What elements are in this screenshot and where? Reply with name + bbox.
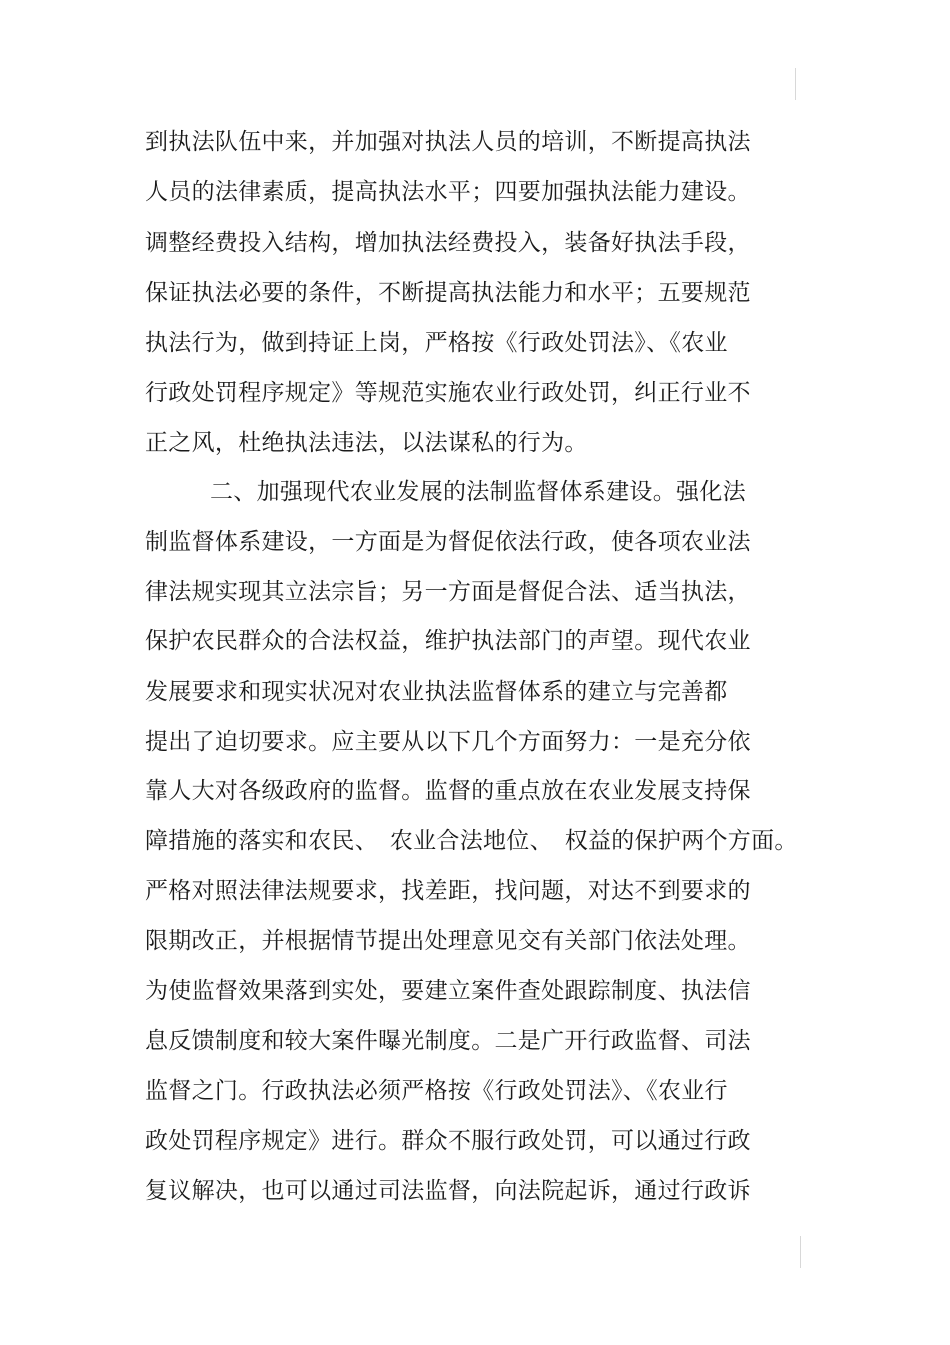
- text-line: 复议解决，也可以通过司法监督，向法院起诉，通过行政诉: [145, 1178, 751, 1204]
- text-line: 保证执法必要的条件，不断提高执法能力和水平；五要规范: [145, 280, 751, 306]
- text-line: 监督之门。行政执法必须严格按《行政处罚法》、《农业行: [145, 1078, 728, 1104]
- text-line: 靠人大对各级政府的监督。监督的重点放在农业发展支持保: [145, 778, 751, 804]
- text-line: 严格对照法律法规要求，找差距，找问题，对达不到要求的: [145, 878, 751, 904]
- page-edge-mark-bottom: [800, 1236, 801, 1268]
- text-line: 制监督体系建设，一方面是为督促依法行政，使各项农业法: [145, 529, 751, 555]
- text-line: 障措施的落实和农民、 农业合法地位、 权益的保护两个方面。: [145, 828, 798, 854]
- text-line: 执法行为，做到持证上岗，严格按《行政处罚法》、《农业: [145, 330, 728, 356]
- text-line: 行政处罚程序规定》等规范实施农业行政处罚，纠正行业不: [145, 380, 751, 406]
- text-line: 为使监督效果落到实处，要建立案件查处跟踪制度、执法信: [145, 978, 751, 1004]
- text-line: 限期改正，并根据情节提出处理意见交有关部门依法处理。: [145, 928, 751, 954]
- text-line: 到执法队伍中来，并加强对执法人员的培训，不断提高执法: [145, 129, 751, 155]
- text-line: 保护农民群众的合法权益，维护执法部门的声望。现代农业: [145, 628, 751, 654]
- text-line: 发展要求和现实状况对农业执法监督体系的建立与完善都: [145, 679, 728, 705]
- text-line: 正之风，杜绝执法违法，以法谋私的行为。: [145, 430, 588, 456]
- section-heading-line: 二、加强现代农业发展的法制监督体系建设。强化法: [210, 479, 746, 505]
- text-line: 提出了迫切要求。应主要从以下几个方面努力：一是充分依: [145, 729, 751, 755]
- page-edge-mark-top: [795, 68, 796, 100]
- text-line: 息反馈制度和较大案件曝光制度。二是广开行政监督、司法: [145, 1028, 751, 1054]
- text-line: 政处罚程序规定》进行。群众不服行政处罚，可以通过行政: [145, 1128, 751, 1154]
- text-line: 人员的法律素质，提高执法水平；四要加强执法能力建设。: [145, 179, 751, 205]
- text-line: 律法规实现其立法宗旨；另一方面是督促合法、适当执法，: [145, 579, 751, 605]
- text-line: 调整经费投入结构，增加执法经费投入，装备好执法手段，: [145, 230, 751, 256]
